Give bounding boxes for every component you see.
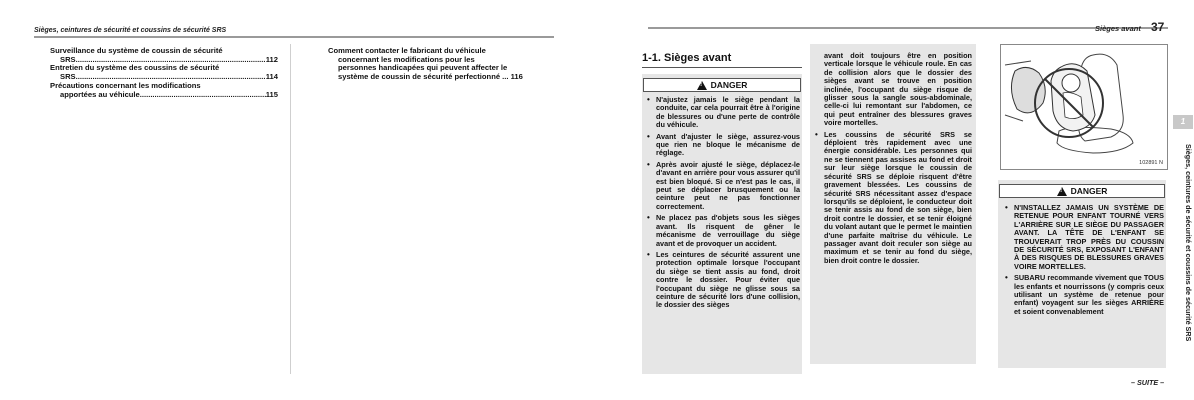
- toc-entry[interactable]: [50, 64, 278, 81]
- warning-triangle-icon: [697, 81, 707, 90]
- danger-list-1-continued: [812, 52, 972, 268]
- list-item: • Ne placez pas d'objets sous les sièges avant. Ils risquent de gêner le mécanisme de verrouillage du siège avant et de provoquer un accident.: [644, 214, 800, 248]
- page-number: 37: [1151, 20, 1165, 34]
- toc-entry-title: Précautions concernant les modifications: [50, 80, 201, 90]
- chapter-tab: 1: [1173, 115, 1193, 129]
- list-item: • N'ajustez jamais le siège pendant la conduite, car cela pourrait être à l'origine de blessures ou d'une perte de contrôle du véhicule.: [644, 96, 800, 130]
- toc-page-number: 115: [265, 89, 278, 99]
- toc-entry[interactable]: [50, 82, 278, 99]
- list-item: • Avant d'ajuster le siège, assurez-vous que rien ne bloque le mécanisme de réglage.: [644, 133, 800, 158]
- warning-triangle-icon: [1057, 187, 1067, 196]
- list-item: • Après avoir ajusté le siège, déplacez-le d'avant en arrière pour vous assurer qu'il est bien bloqué. Si ce n'est pas le cas, il peut se déplacer brusquement ou la ceinture peut ne pas fonctionner correctement.: [644, 161, 800, 211]
- toc-entry-title: Surveillance du système de coussin de sécurité: [50, 46, 223, 55]
- toc-entry-title-cont: concernant les modifications pour les: [338, 54, 475, 64]
- toc-column-2[interactable]: [328, 47, 560, 82]
- danger-list-1: [644, 96, 800, 313]
- toc-entry-title-cont: SRS: [60, 72, 76, 82]
- toc-page-number: 112: [265, 54, 278, 64]
- toc-entry-title-cont: apportées au véhicule: [60, 89, 140, 99]
- left-header-rule: [34, 36, 554, 38]
- danger-label: DANGER: [710, 80, 748, 90]
- toc-leader: [140, 91, 266, 100]
- chapter-side-text: Sièges, ceintures de sécurité et coussins de sécurité SRS: [1184, 144, 1193, 342]
- toc-entry-title-cont: personnes handicapées qui peuvent affecter le: [338, 63, 508, 73]
- list-item: • SUBARU recommande vivement que TOUS les enfants et nourrissons (y compris ceux utilisant un système de retenue pour enfant) voyagent sur les sièges ARRIÈRE et soient convenablement: [1002, 274, 1164, 316]
- chapter-side-label: [1181, 144, 1194, 364]
- left-page-header: Sièges, ceintures de sécurité et coussins de sécurité SRS: [34, 27, 227, 34]
- toc-entry-title: Comment contacter le fabricant du véhicule: [328, 46, 486, 55]
- figure-caption: 102891 N: [1139, 160, 1163, 166]
- child-seat-illustration: [1000, 44, 1168, 170]
- danger-header: [999, 184, 1165, 198]
- child-seat-airbag-icon: [1001, 45, 1167, 169]
- list-item: • Les coussins de sécurité SRS se déploient très rapidement avec une énergie considérable. Les personnes qui ne se tiennent pas assises au fond et droit sur leur siège lorsque le coussin de sécurité SRS se déploie risquent d'être gravement blessées. Les coussins de sécurité SRS nécessitant assez d'espace lorsqu'ils se déploient, le conducteur doit se tenir assis au fond de son siège, bien droit contre le dossier, et se tenir éloigné du volant autant que le permet le maintien d'une parfaite maîtrise du véhicule. Le passager avant doit reculer son siège au maximum et se tenir au fond du siège, bien droit contre le dossier.: [812, 131, 972, 266]
- danger-header: [643, 78, 801, 92]
- list-item: • N'INSTALLEZ JAMAIS UN SYSTÈME DE RETENUE POUR ENFANT TOURNÉ VERS L'ARRIÈRE SUR LE SIÈGE DU PASSAGER AVANT. LA TÊTE DE L'ENFANT SE TROUVERAIT TROP PRÈS DU COUSSIN DE SÉCURITÉ SRS, EXPOSANT L'ENFANT À DES RISQUES DE BLESSURES GRAVES VOIRE MORTELLES.: [1002, 204, 1164, 271]
- danger-label: DANGER: [1070, 186, 1108, 196]
- section-title-rule: [642, 67, 802, 68]
- toc-entry-title-cont: SRS: [60, 54, 76, 64]
- toc-entry-title-cont: système de coussin de sécurité perfectionné ... 116: [338, 72, 523, 82]
- toc-entry-title: Entretien du système des coussins de sécurité: [50, 63, 220, 73]
- toc-column-1: [50, 47, 278, 99]
- right-header-rule: [648, 27, 1168, 29]
- list-item: • Les ceintures de sécurité assurent une protection optimale lorsque l'occupant du siège se tient assis au fond, droit contre le dossier. Pour éviter que l'occupant du siège ne glisse sous sa ceinture de sécurité lors d'une collision, le dossier des sièges: [644, 251, 800, 310]
- danger-list-2: [1002, 204, 1164, 319]
- toc-page-number: 114: [265, 72, 278, 82]
- continued-label: – SUITE –: [1131, 378, 1165, 387]
- column-divider: [290, 44, 291, 374]
- continuation-paragraph: avant doit toujours être en position verticale lorsque le véhicule roule. En cas de collision alors que le dossier des sièges avant se trouve en position inclinée, l'occupant du siège risque de glisser sous la sangle sous-abdominale, celle-ci lui remontant sur l'abdomen, ce qui peut entraîner des blessures graves voire mortelles.: [824, 51, 972, 128]
- section-title: 1-1. Sièges avant: [642, 52, 732, 64]
- right-page-header: Sièges avant: [1095, 24, 1141, 33]
- toc-entry[interactable]: [50, 47, 278, 64]
